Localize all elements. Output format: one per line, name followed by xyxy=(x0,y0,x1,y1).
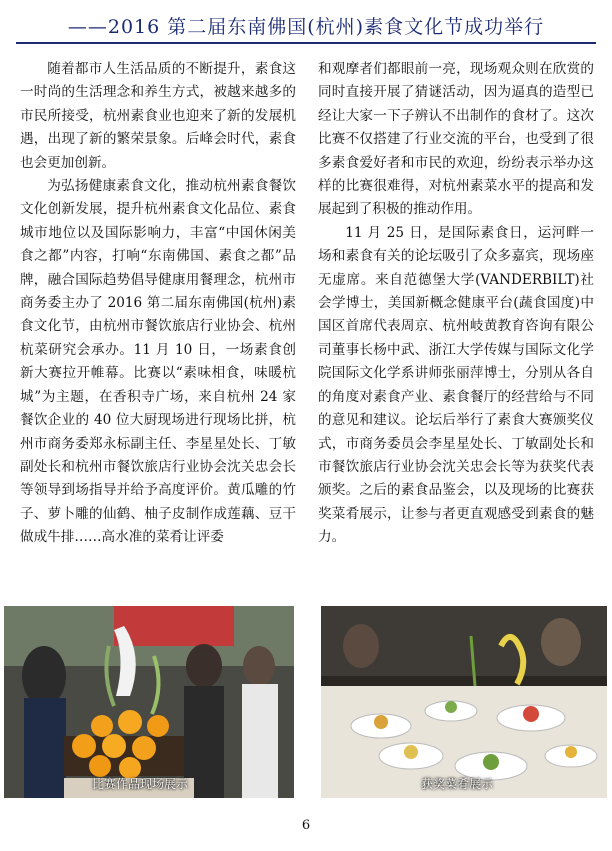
page-title: ——2016 第二届东南佛国(杭州)素食文化节成功举行 xyxy=(67,16,545,38)
competition-photo xyxy=(4,606,294,798)
paragraph-intro: 随着都市人生活品质的不断提升，素食这一时尚的生活理念和养生方式，被越来越多的市民所接受，杭州素食业也迎来了新的发展机遇，出现了新的繁荣景象。后峰会时代，素食也会更加创新。 xyxy=(20,61,296,171)
page-number: 6 xyxy=(301,818,311,833)
left-column xyxy=(20,58,296,550)
header-rule xyxy=(16,42,596,44)
award-dishes-photo-image xyxy=(321,606,607,798)
award-dishes-photo-caption: 获奖菜肴展示 xyxy=(421,777,494,791)
competition-photo-image xyxy=(4,606,294,798)
competition-photo-caption: 比赛作品现场展示 xyxy=(92,777,189,791)
paragraph-event-continued: 和观摩者们都眼前一亮，现场观众则在欣赏的同时直接开展了猜谜活动，因为逼真的造型已经让大家一下子辨认不出制作的食材了。这次比赛不仅搭建了行业交流的平台，也受到了很多素食爱好者和市民的欢迎，纷纷表示举办这样的比赛很难得，对杭州素菜水平的提高和发展起到了积极的推动作用。 xyxy=(318,61,594,218)
award-dishes-photo xyxy=(321,606,607,798)
right-column xyxy=(318,58,594,550)
paragraph-event: 为弘扬健康素食文化，推动杭州素食餐饮文化创新发展，提升杭州素食文化品位、素食城市地位以及国际影响力，丰富“中国休闲美食之都”内容，打响“东南佛国、素食之都”品牌，融合国际趋势倡导健康用餐理念，杭州市商务委主办了 2016 第二届东南佛国(杭州)素食文化节，由杭州市餐饮旅店行业协会、杭州杭菜研究会承办。11 月 10 日，一场素食创新大赛拉开帷幕。比赛以“素味相食，味暖杭城”为主题，在香积寺广场，来自杭州 24 家餐饮企业的 40 位大厨现场进行现场比拼，杭州市商务委郑永标副主任、李星星处长、丁敏副处长和杭州市餐饮旅店行业协会沈关忠会长等领导到场指导并给予高度评价。黄瓜雕的竹子、萝卜雕的仙鹤、柚子皮制作成莲藕、豆干做成牛排……高水准的菜肴让评委 xyxy=(20,178,296,546)
paragraph-forum: 11 月 25 日，是国际素食日，运河畔一场和素食有关的论坛吸引了众多嘉宾，现场座无虚席。来自范德堡大学(VANDERBILT)社会学博士，美国新概念健康平台(蔬食国度)中国区首席代表周京、杭州岐黄教育咨询有限公司董事长杨中武、浙江大学传媒与国际文化学院国际文化学系讲师张丽萍博士，分别从各自的角度对素食产业、素食餐厅的经营给与不同的意见和建议。论坛后举行了素食大赛颁奖仪式，市商务委员会李星星处长、丁敏副处长和市餐饮旅店行业协会沈关忠会长等为获奖代表颁奖。之后的素食品鉴会，以及现场的比赛获奖菜肴展示，让参与者更直观感受到素食的魅力。 xyxy=(318,224,594,546)
page-header xyxy=(0,0,612,44)
